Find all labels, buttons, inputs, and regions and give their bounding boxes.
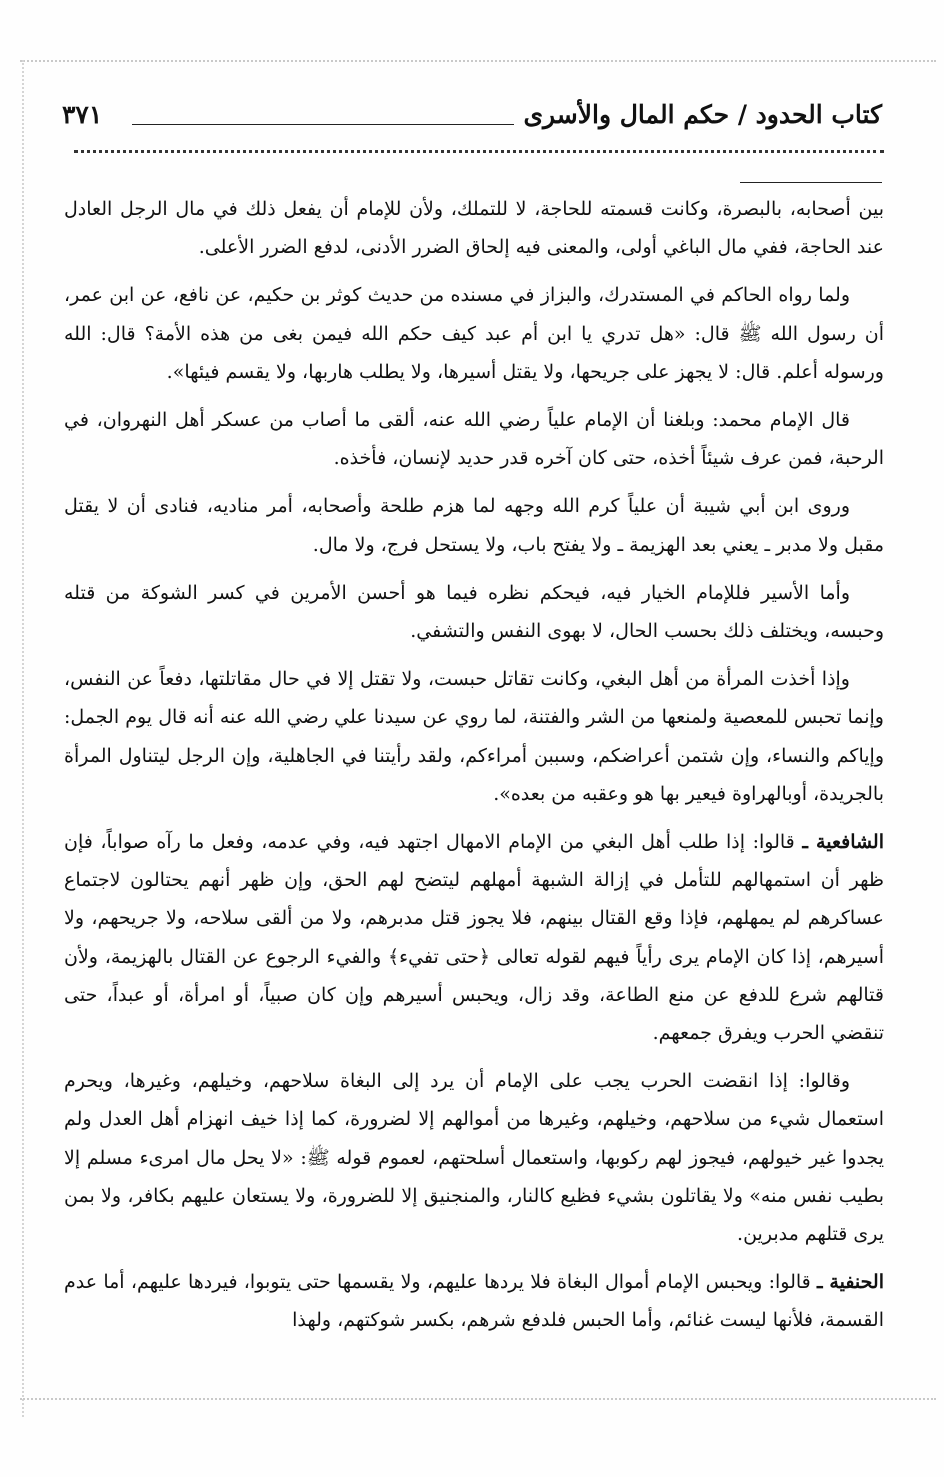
paragraph: بين أصحابه، بالبصرة، وكانت قسمته للحاجة، لا للتملك، ولأن للإمام أن يفعل ذلك في مال الرجل العادل عند الحاجة، ففي مال الباغي أولى، والمعنى فيه إلحاق الضرر الأدنى، لدفع الضرر الأعلى.	[64, 198, 884, 259]
footnote-body	[64, 190, 884, 1350]
footnote-rule	[740, 182, 882, 183]
scan-edge-bottom	[20, 1398, 936, 1410]
running-header	[62, 100, 882, 136]
paragraph-hanafi	[64, 1263, 884, 1339]
paragraph: وإذا أخذت المرأة من أهل البغي، وكانت تقاتل حبست، ولا تقتل إلا في حال مقاتلتها، دفعاً عن النفس، وإنما تحبس للمعصية ولمنعها من الشر والفتنة، لما روي عن سيدنا علي رضي الله عنه أنه قال يوم الجمل: وإياكم والنساء، وإن شتمن أعراضكم، وسببن أمراءكم، ولقد رأيتنا في الجاهلية، وإن الرجل ليتناول المرأة بالجريدة، أوبالهراوة فيعير بها هو وعقبه من بعده».	[64, 668, 884, 805]
paragraph: وروى ابن أبي شيبة أن علياً كرم الله وجهه لما هزم طلحة وأصحابه، أمر مناديه، فنادى أن لا يقتل مقبل ولا مدبر ـ يعني بعد الهزيمة ـ ولا يفتح باب، ولا يستحل فرج، ولا مال.	[64, 495, 884, 556]
page-number: ٣٧١	[62, 100, 103, 129]
header-rule	[132, 124, 514, 125]
chapter-title: كتاب الحدود / حكم المال والأسرى	[523, 100, 882, 129]
school-heading: الحنفية ـ	[817, 1271, 884, 1294]
paragraph-text: قالوا: إذا طلب أهل البغي من الإمام الامهال اجتهد فيه، وفي عدمه، وفعل ما رآه صواباً، فإن ظهر أن استمهالهم للتأمل في إزالة الشبهة أمهلهم ليتضح لهم الحق، وإن ظهر أنهم يحتالون لاجتماع عساكرهم لم يمهلهم، فإذا وقع القتال بينهم، فلا يجوز قتل مدبرهم، ولا من ألقى سلاحه، ولا جريحهم، ولا أسيرهم، إذا كان الإمام يرى رأياً فيهم لقوله تعالى ﴿حتى تفيء﴾ والفيء الرجوع عن القتال بالهزيمة، ولأن قتالهم شرع للدفع عن منع الطاعة، وقد زال، ويحبس أسيرهم وإن كان صبياً، أو امرأة، أو عبداً، حتى تنقضي الحرب ويفرق جمعهم.	[64, 831, 884, 1045]
school-heading: الشافعية ـ	[802, 831, 885, 854]
paragraph: قال الإمام محمد: وبلغنا أن الإمام علياً رضي الله عنه، ألقى ما أصاب من عسكر أهل النهروان، في الرحبة، فمن عرف شيئاً أخذه، حتى كان آخره قدر حديد لإنسان، فأخذه.	[64, 409, 884, 470]
paragraph: وقالوا: إذا انقضت الحرب يجب على الإمام أن يرد إلى البغاة سلاحهم، وخيلهم، وغيرها، ويحرم استعمال شيء من سلاحهم، وخيلهم، وغيرها من أموالهم إلا لضرورة، كما إذا خيف انهزام أهل العدل ولم يجدوا غير خيولهم، فيجوز لهم ركوبها، واستعمال أسلحتهم، لعموم قوله ﷺ: «لا يحل مال امرىء مسلم إلا بطيب نفس منه» ولا يقاتلون بشيء فظيع كالنار، والمنجنيق إلا للضرورة، ولا يستعان عليهم بكافر، ولا بمن يرى قتلهم مدبرين.	[64, 1070, 884, 1246]
dotted-separator	[74, 150, 884, 161]
scan-edge-left	[22, 60, 30, 1417]
scan-edge-top	[20, 60, 936, 72]
paragraph-shafii	[64, 823, 884, 1052]
paragraph: ولما رواه الحاكم في المستدرك، والبزاز في مسنده من حديث كوثر بن حكيم، عن نافع، عن ابن عمر، أن رسول الله ﷺ قال: «هل تدري يا ابن أم عبد كيف حكم الله فيمن بغى من هذه الأمة؟ قال: الله ورسوله أعلم. قال: لا يجهز على جريحها، ولا يقتل أسيرها، ولا يطلب هاربها، ولا يقسم فيئها».	[64, 284, 884, 383]
paragraph-text: قالوا: ويحبس الإمام أموال البغاة فلا يردها عليهم، ولا يقسمها حتى يتوبوا، فيردها عليهم، أما عدم القسمة، فلأنها ليست غنائم، وأما الحبس فلدفع شرهم، بكسر شوكتهم، ولهذا	[64, 1271, 884, 1332]
paragraph: وأما الأسير فللإمام الخيار فيه، فيحكم نظره فيما هو أحسن الأمرين في كسر الشوكة من قتله وحبسه، ويختلف ذلك بحسب الحال، لا بهوى النفس والتشفي.	[64, 581, 884, 643]
